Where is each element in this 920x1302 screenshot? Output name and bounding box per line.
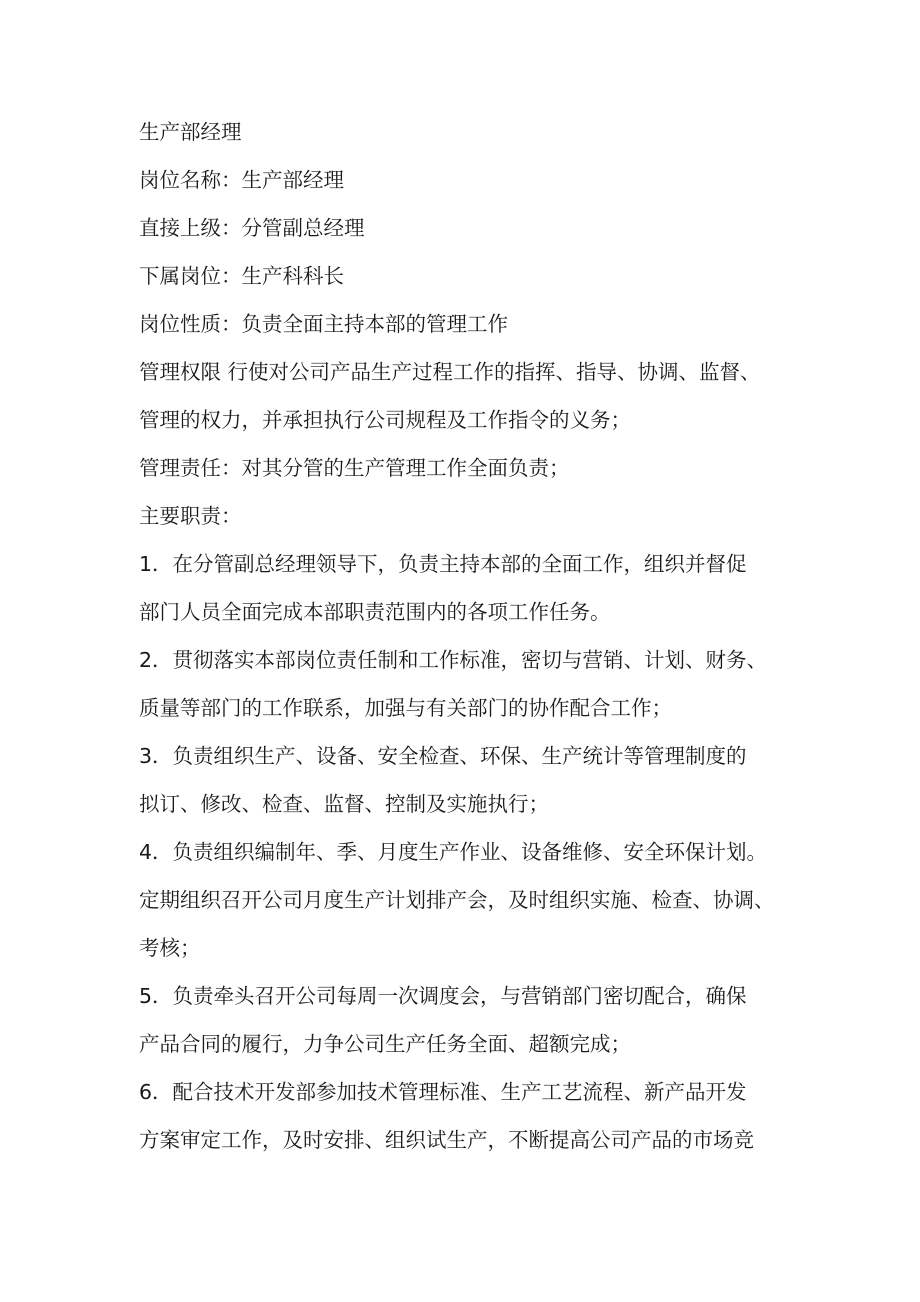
document-body	[139, 108, 799, 1164]
duty-4-line-cont: 定期组织召开公司月度生产计划排产会，及时组织实施、检查、协调、	[139, 888, 775, 912]
subordinate-position-line: 下属岗位：生产科科长	[139, 264, 344, 288]
direct-superior-line: 直接上级：分管副总经理	[139, 216, 365, 240]
duty-1-line-cont: 部门人员全面完成本部职责范围内的各项工作任务。	[139, 600, 611, 624]
management-authority-line: 管理权限 行使对公司产品生产过程工作的指挥、指导、协调、监督、	[139, 360, 761, 384]
position-name-line: 岗位名称：生产部经理	[139, 168, 344, 192]
duty-1-line: 1．在分管副总经理领导下，负责主持本部的全面工作，组织并督促	[139, 552, 747, 576]
duty-6-line: 6．配合技术开发部参加技术管理标准、生产工艺流程、新产品开发	[139, 1080, 747, 1104]
main-duties-heading: 主要职责：	[139, 504, 242, 528]
duty-4-line: 4．负责组织编制年、季、月度生产作业、设备维修、安全环保计划。	[139, 840, 768, 864]
management-authority-line-cont: 管理的权力，并承担执行公司规程及工作指令的义务；	[139, 408, 631, 432]
duty-4-line-cont-2: 考核；	[139, 936, 201, 960]
duty-3-line: 3．负责组织生产、设备、安全检查、环保、生产统计等管理制度的	[139, 744, 747, 768]
duty-5-line-cont: 产品合同的履行，力争公司生产任务全面、超额完成；	[139, 1032, 631, 1056]
duty-2-line: 2．贯彻落实本部岗位责任制和工作标准，密切与营销、计划、财务、	[139, 648, 768, 672]
management-responsibility-line: 管理责任：对其分管的生产管理工作全面负责；	[139, 456, 570, 480]
duty-2-line-cont: 质量等部门的工作联系，加强与有关部门的协作配合工作；	[139, 696, 672, 720]
duty-3-line-cont: 拟订、修改、检查、监督、控制及实施执行；	[139, 792, 549, 816]
duty-6-line-cont: 方案审定工作，及时安排、组织试生产，不断提高公司产品的市场竞	[139, 1128, 754, 1152]
position-nature-line: 岗位性质：负责全面主持本部的管理工作	[139, 312, 508, 336]
document-title: 生产部经理	[139, 120, 242, 144]
duty-5-line: 5．负责牵头召开公司每周一次调度会，与营销部门密切配合，确保	[139, 984, 747, 1008]
